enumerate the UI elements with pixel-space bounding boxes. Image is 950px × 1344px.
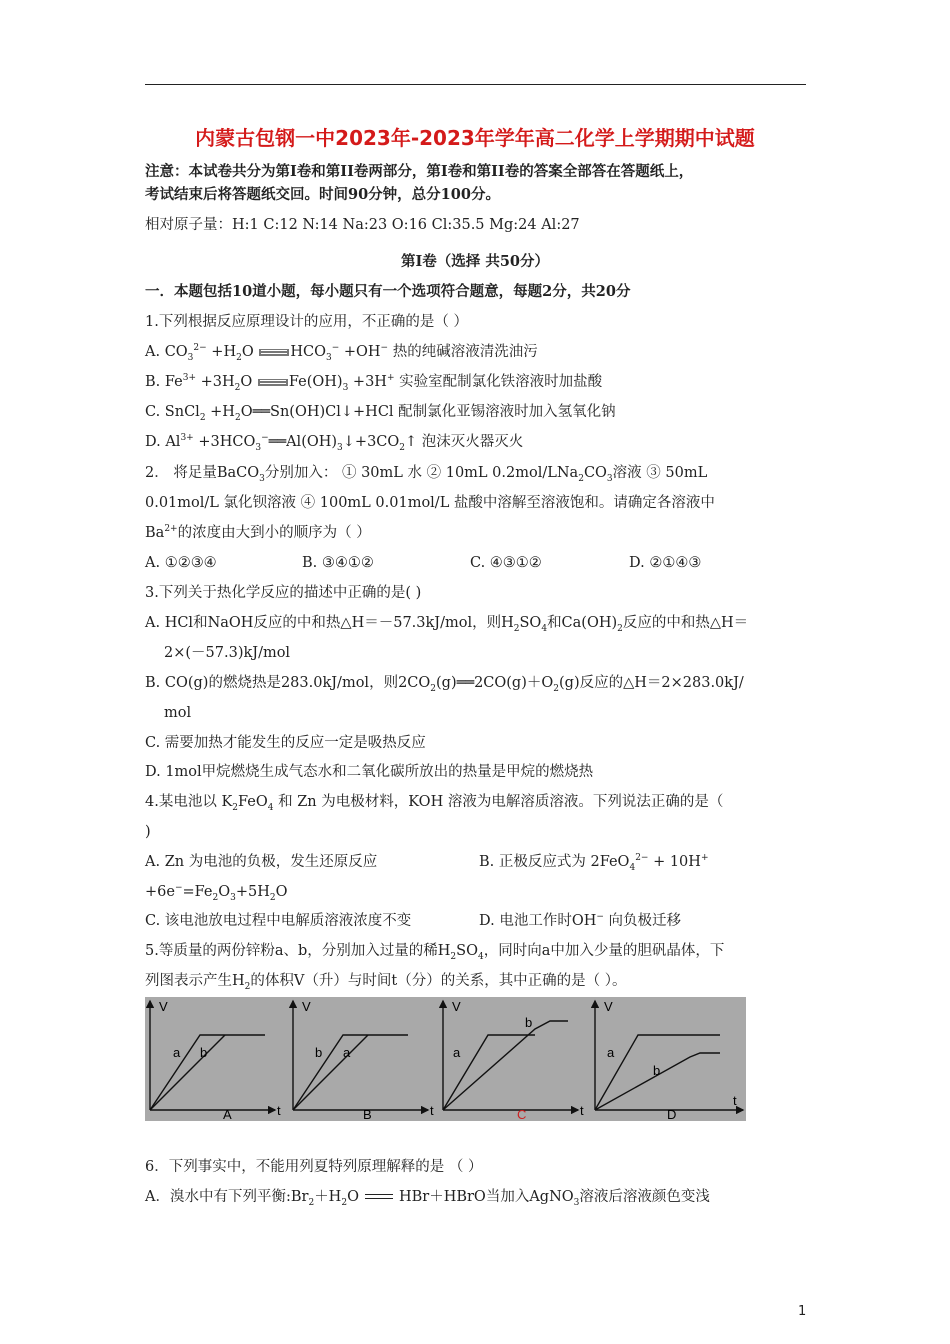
graph-d-curve-a-label: a [607, 1045, 615, 1060]
q5-graphs-svg [145, 997, 746, 1121]
graph-b-axis-v: V [302, 999, 311, 1014]
graph-d-curve-b [595, 1053, 720, 1110]
q2-option-b: B. ③④①② [302, 555, 374, 571]
q3-option-d: D. 1mol甲烷燃烧生成气态水和二氧化碳所放出的热量是甲烷的燃烧热 [145, 764, 594, 780]
q5-graphs-figure [145, 997, 746, 1121]
graph-c-curve-b-label: b [525, 1015, 533, 1030]
graph-b [293, 1001, 428, 1110]
equilibrium-arrow-icon [365, 1192, 393, 1202]
graph-a-curve-2 [150, 1035, 225, 1110]
q2-line-2: 0.01mol/L 氯化钡溶液 ④ 100mL 0.01mol/L 盐酸中溶解至溶液饱和。请确定各溶液中 [145, 495, 715, 511]
q1-stem: 1.下列根据反应原理设计的应用，不正确的是（ ） [145, 314, 468, 330]
notice-line-1: 注意：本试卷共分为第Ⅰ卷和第II卷两部分，第Ⅰ卷和第II卷的答案全部答在答题纸上， [145, 163, 694, 180]
q1-option-b: B. $Fe^{3+} +3H_2O$ $Fe(OH)_3 +3H^+$ 实验室配制氯化铁溶液时加盐酸 [145, 373, 603, 393]
graph-b-curve-a-label: a [343, 1045, 351, 1060]
q1-option-c: C. SnCl$_2$ $+H_2O══Sn(OH)Cl↓+HCl$ 配制氯化亚锡溶液时加入氢氧化钠 [145, 404, 616, 423]
notice-line-2: 考试结束后将答题纸交回。时间90分钟，总分100分。 [145, 186, 500, 203]
graph-b-axis-t: t [430, 1103, 434, 1118]
graph-b-label: B [363, 1107, 372, 1121]
q4-stem: 4.某电池以 $K_2FeO_4$ 和 Zn 为电极材料，KOH 溶液为电解溶质溶液。下列说法正确的是（ [145, 794, 724, 813]
graph-d-label: D [667, 1107, 677, 1121]
graph-a-curve-b-label: b [200, 1045, 208, 1060]
q4-option-b-cont: $+6e^-=Fe_2O_3+5H_2O$ [145, 883, 288, 903]
q2-line-1: 2． 将足量BaCO$_3$分别加入： ① 30mL 水 ② 10mL $0.2mol/LNa_2CO_3$溶液 ③ 50mL [145, 465, 708, 484]
q4-stem-cont: ) [145, 824, 151, 840]
graph-a-axis-v: V [159, 999, 168, 1014]
q6-option-a: A．溴水中有下列平衡$:Br_2+H_2O$ HBr＋HBrO当加入AgNO$_3$溶液后溶液颜色变浅 [145, 1189, 710, 1208]
q3-stem: 3.下列关于热化学反应的描述中正确的是( ) [145, 585, 422, 601]
section-title: 第Ⅰ卷（选择 共50分） [400, 253, 549, 270]
section-heading: 一．本题包括10道小题，每小题只有一个选项符合题意，每题2分，共20分 [145, 283, 631, 300]
atomic-masses: 相对原子量：H:1 C:12 N:14 Na:23 O:16 Cl:35.5 Mg:24 Al:27 [145, 217, 580, 233]
graph-a [150, 1001, 275, 1110]
q2-option-d: D. ②①④③ [629, 555, 702, 571]
q4-option-a: A. Zn 为电池的负极，发生还原反应 [145, 854, 378, 870]
graph-c-label: C [517, 1107, 527, 1121]
q3-option-b-cont: mol [164, 705, 192, 721]
graph-c-axis-v: V [452, 999, 461, 1014]
q2-option-c: C. ④③①② [470, 555, 542, 571]
equilibrium-arrow-icon [258, 379, 288, 386]
graph-c-curve-a-label: a [453, 1045, 461, 1060]
q5-line-1: 5.等质量的两份锌粉a、b，分别加入过量的稀$H_2SO_4$，同时向a中加入少量的胆矾晶体，下 [145, 943, 725, 962]
graph-a-label: A [223, 1107, 232, 1121]
page-title: 内蒙古包钢一中2023年-2023年学年高二化学上学期期中试题 [195, 126, 755, 150]
graph-a-curve-a-label: a [173, 1045, 181, 1060]
q6-stem: 6．下列事实中，不能用列夏特列原理解释的是 （ ） [145, 1159, 483, 1175]
q3-option-a-cont: 2×(－57.3)kJ/mol [164, 645, 291, 661]
graph-d-axis-t: t [733, 1093, 737, 1108]
graph-c [443, 1001, 578, 1110]
q4-option-c: C. 该电池放电过程中电解质溶液浓度不变 [145, 913, 412, 929]
graph-d-curve-b-label: b [653, 1063, 661, 1078]
q2-option-a: A. ①②③④ [145, 555, 217, 571]
page-number: 1 [798, 1304, 807, 1319]
q5-line-2: 列图表示产生$H_2$的体积V（升）与时间t（分）的关系，其中正确的是（ ）。 [145, 973, 627, 992]
graph-b-curve-b-label: b [315, 1045, 323, 1060]
q1-option-d: D. $Al^{3+}$ $+3HCO_3^-══Al(OH)_3↓+3CO_2↑$ 泡沫灭火器灭火 [145, 433, 524, 453]
q1-option-a: A. $CO_3^{2-} +H_2O$ $HCO_3^- +OH^-$ 热的纯碱溶液清洗油污 [145, 343, 538, 363]
graph-a-axis-t: t [277, 1103, 281, 1118]
q2-line-3: $Ba^{2+}$的浓度由大到小的顺序为（ ） [145, 524, 371, 541]
q3-option-a: A. HCl和NaOH反应的中和热△H＝－57.3kJ/mol，则$H_2SO_4$和$Ca(OH)_2$反应的中和热△H＝ [145, 615, 749, 634]
graph-c-axis-t: t [580, 1103, 584, 1118]
graph-a-curve-1 [150, 1035, 265, 1110]
q3-option-b: B. CO(g)的燃烧热是283.0kJ/mol，则$2CO_2(g)══2CO(g)+O_2(g)$反应的△H＝2×283.0kJ/ [145, 675, 744, 694]
graph-d-axis-v: V [604, 999, 613, 1014]
top-rule [145, 84, 806, 85]
q4-option-b: B. 正极反应式为 2FeO$_4^{2-}$ + 10H+ [479, 853, 709, 873]
graph-d [595, 1001, 743, 1110]
graph-b-curve-2 [293, 1035, 368, 1110]
q4-option-d: D. 电池工作时OH− 向负极迁移 [479, 912, 682, 929]
graph-b-curve-1 [293, 1035, 408, 1110]
equilibrium-arrow-icon [259, 349, 289, 356]
q3-option-c: C. 需要加热才能发生的反应一定是吸热反应 [145, 735, 426, 751]
